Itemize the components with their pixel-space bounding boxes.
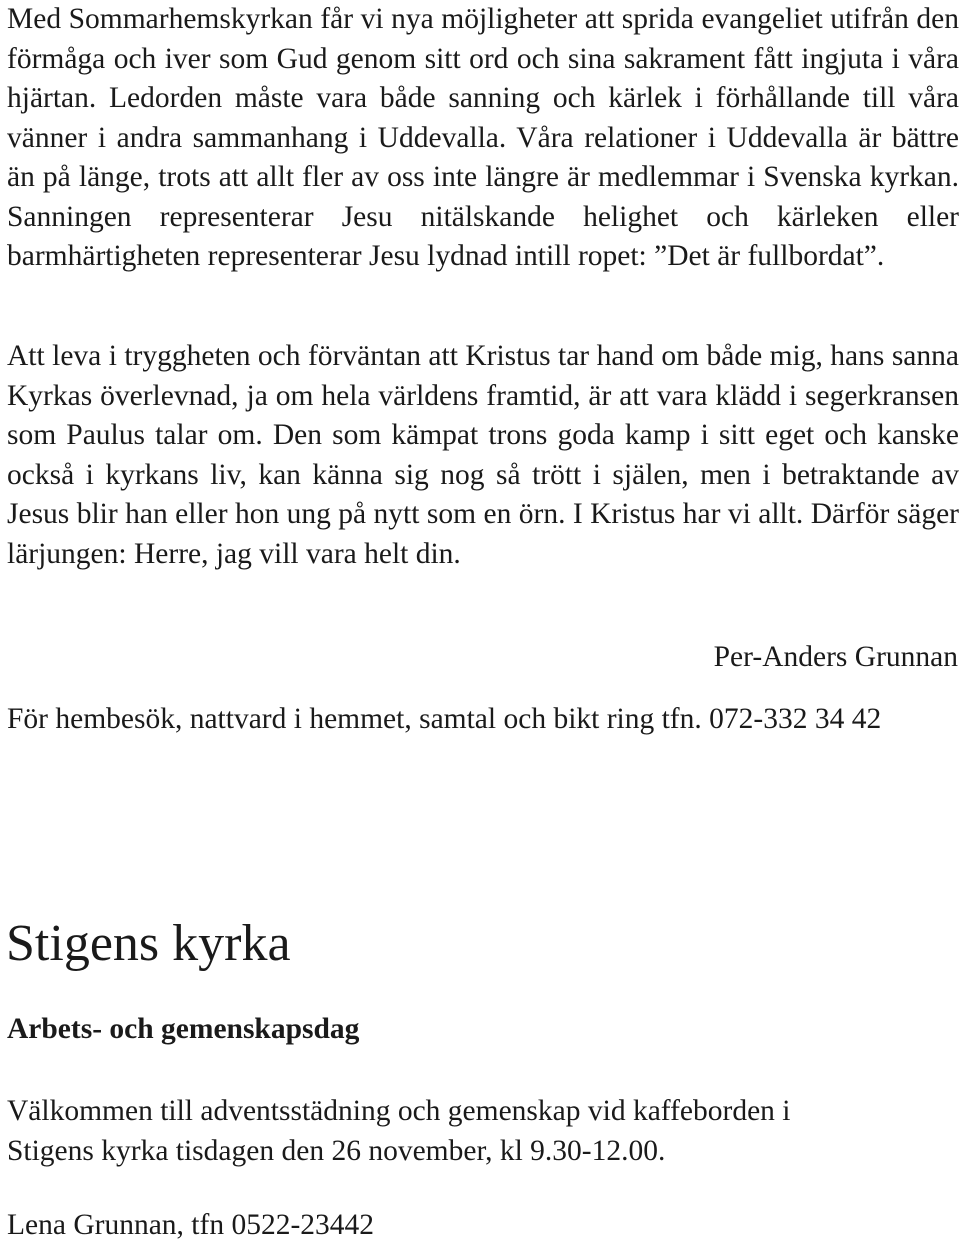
event-line-1: Välkommen till adventsstädning och gemenskap vid kaffeborden i [7,1095,791,1127]
article-paragraph-2: Att leva i tryggheten och förväntan att Kristus tar hand om både mig, hans sanna Kyrkas överlevnad, ja om hela världens framtid, är att vara klädd i segerkransen som Paulus talar om. Den som kämpat trons goda kamp i sitt eget och kanske också i kyrkans liv, kan känna sig nog så trött i själen, men i betraktande av Jesus blir han eller hon ung på nytt som en örn. I Kristus har vi allt. Därför säger lärjungen: Herre, jag vill vara helt din. [7,340,959,570]
event-line-2: Stigens kyrka tisdagen den 26 november, kl 9.30-12.00. [7,1134,666,1167]
section-subtitle: Arbets- och gemenskapsdag [7,1013,360,1045]
event-contact-person: Lena Grunnan, tfn 0522-23442 [7,1209,375,1241]
section-title: Stigens kyrka [6,915,291,972]
article-paragraph-1: Med Sommarhemskyrkan får vi nya möjligheter att sprida evangeliet utifrån den förmåga och iver som Gud genom sitt ord och sina sakrament fått ingjuta i våra hjärtan. Ledorden måste vara både sanning och kärlek i förhållande till våra vänner i andra sammanhang i Uddevalla. Våra relationer i Uddevalla är bättre än på länge, trots att allt fler av oss inte längre är medlemmar i Svenska kyrkan. Sanningen representerar Jesu nitälskande helighet och kärleken eller barmhärtigheten representerar Jesu lydnad intill ropet: ”Det är fullbordat”. [7,3,959,272]
article-signature: Per-Anders Grunnan [713,641,958,673]
event-description [7,1092,959,1171]
pastoral-contact-line: För hembesök, nattvard i hemmet, samtal och bikt ring tfn. 072-332 34 42 [7,703,882,735]
